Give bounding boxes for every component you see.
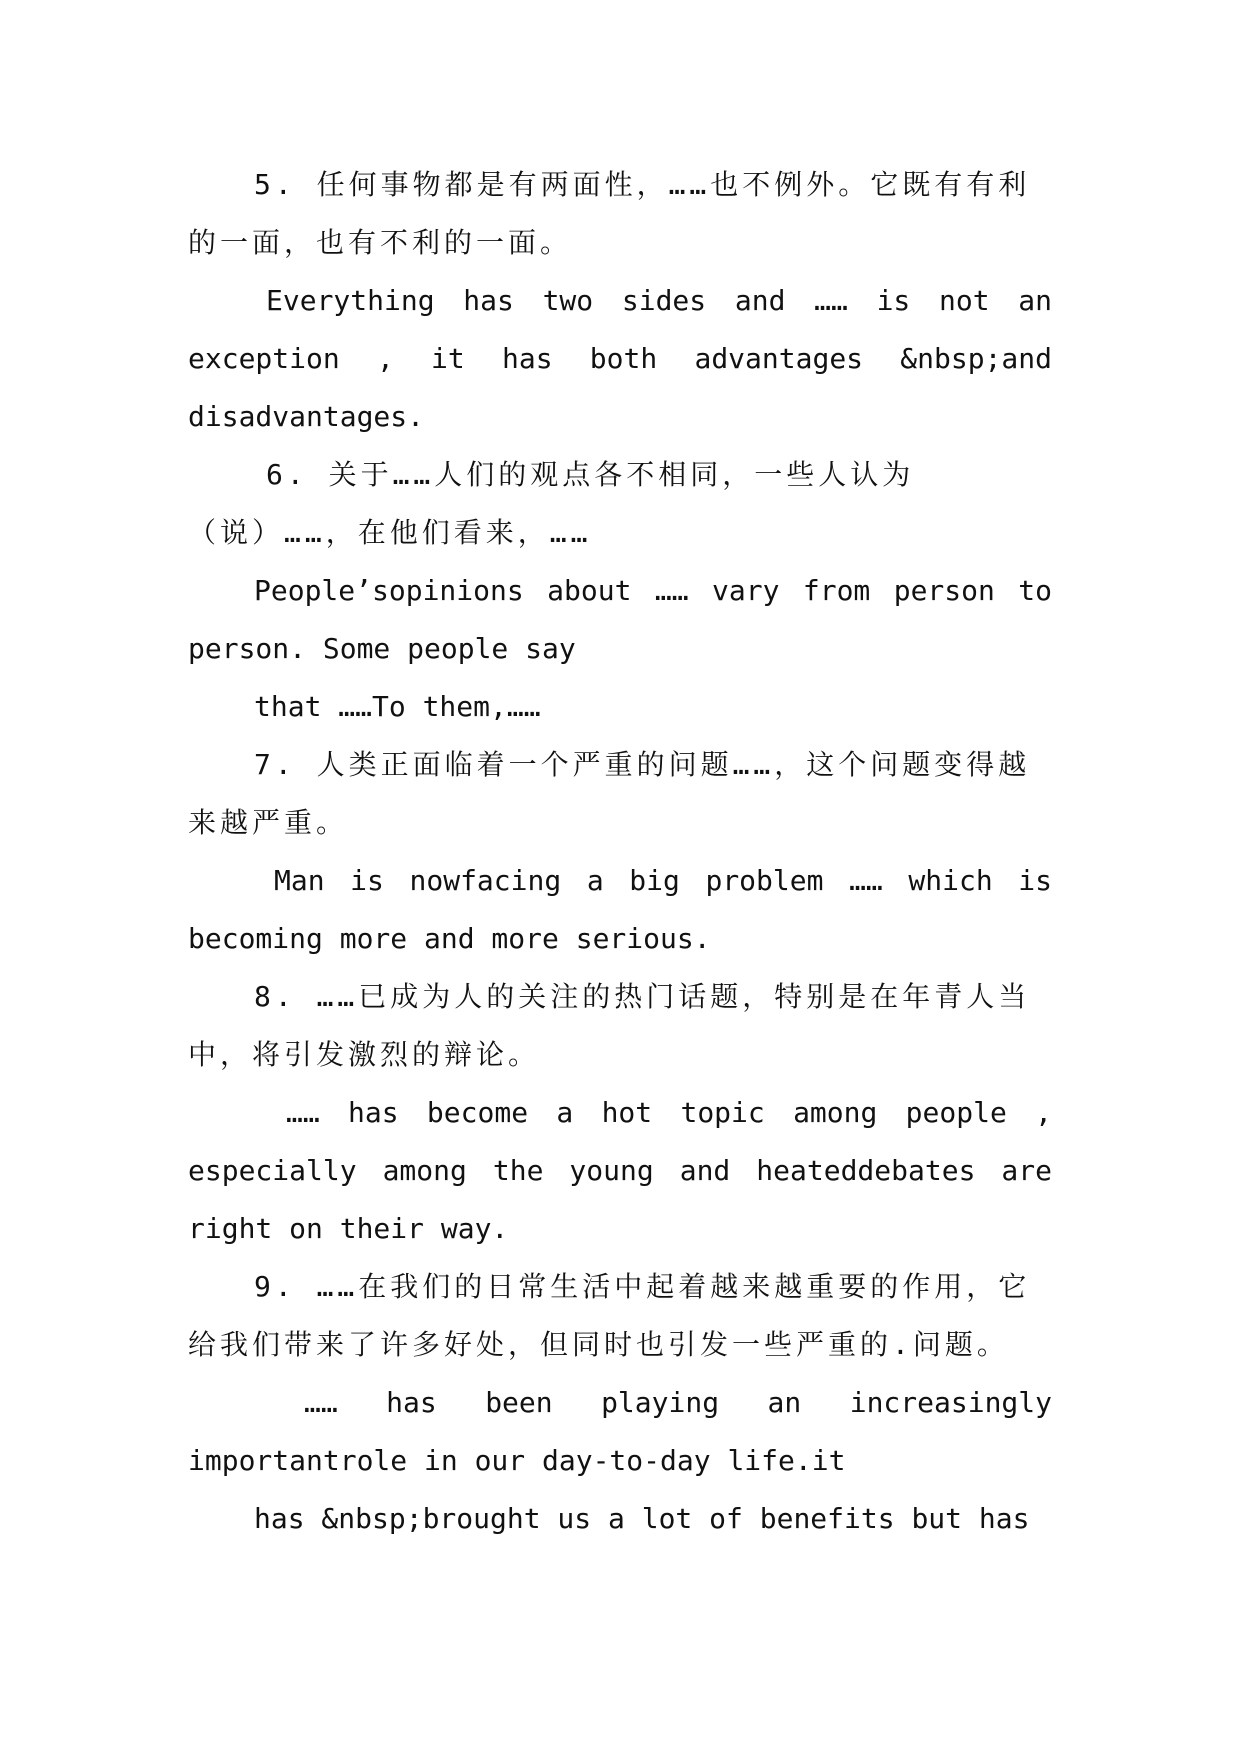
document-body xyxy=(188,156,1052,1548)
paragraph-9-english: …… has been playing an increasingly importantrole in our day-to-day life.it xyxy=(188,1386,1052,1477)
paragraph-5-english: Everything has two sides and …… is not an exception , it has both advantages &nbsp;and disadvantages. xyxy=(188,284,1052,433)
paragraph-7-chinese: 7. 人类正面临着一个严重的问题……，这个问题变得越来越严重。 xyxy=(188,748,1031,839)
paragraph-9-chinese: 9. ……在我们的日常生活中起着越来越重要的作用，它给我们带来了许多好处，但同时也引发一些严重的.问题。 xyxy=(188,1270,1031,1361)
paragraph-6-english-continued: that ……To them,…… xyxy=(254,690,541,723)
paragraph-6-english: People’sopinions about …… vary from person to person. Some people say xyxy=(188,574,1052,665)
paragraph-8-english: …… has become a hot topic among people , especially among the young and heateddebates are right on their way. xyxy=(188,1096,1052,1245)
paragraph-5-chinese: 5. 任何事物都是有两面性，……也不例外。它既有有利的一面，也有不利的一面。 xyxy=(188,168,1031,259)
paragraph-7-english: Man is nowfacing a big problem …… which is becoming more and more serious. xyxy=(188,864,1052,955)
paragraph-6-chinese: 6. 关于……人们的观点各不相同，一些人认为（说）……，在他们看来，…… xyxy=(188,458,915,549)
paragraph-8-chinese: 8. ……已成为人的关注的热门话题，特别是在年青人当中，将引发激烈的辩论。 xyxy=(188,980,1031,1071)
paragraph-9-english-continued: has &nbsp;brought us a lot of benefits but has xyxy=(254,1502,1030,1535)
